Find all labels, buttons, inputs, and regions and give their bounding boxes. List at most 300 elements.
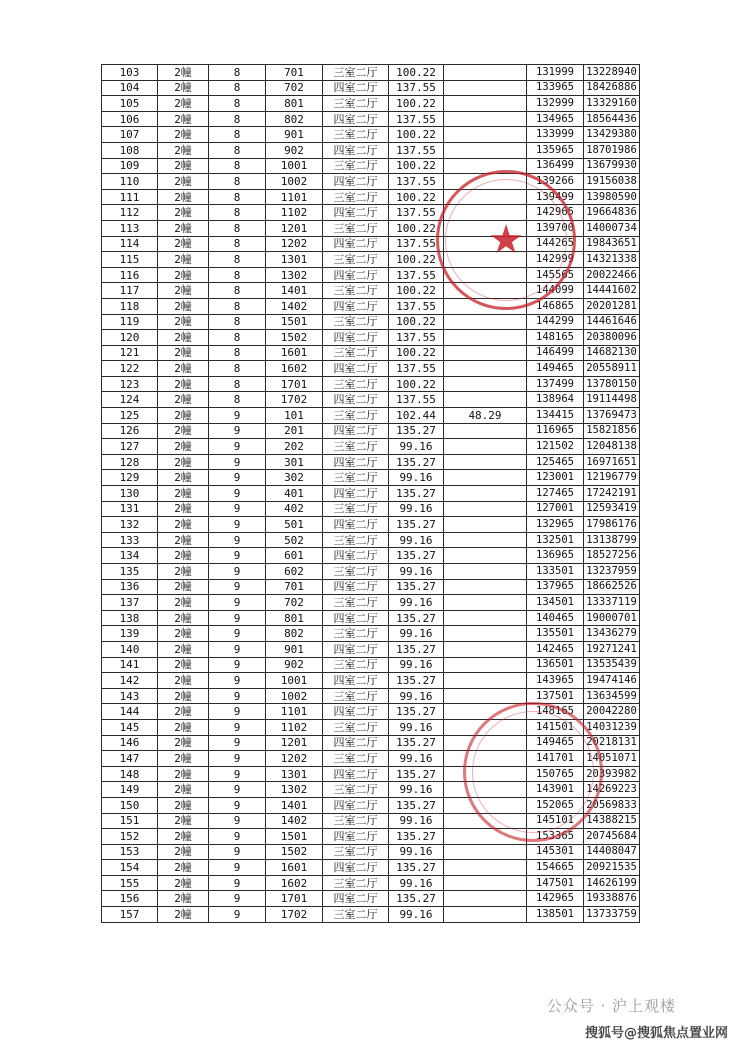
unit-price-cell: 142965: [527, 891, 584, 907]
unit-price-cell: 145101: [527, 813, 584, 829]
area-cell: 100.22: [389, 127, 444, 143]
area-cell: 137.55: [389, 111, 444, 127]
area-cell: 99.16: [389, 875, 444, 891]
extra-area-cell: [444, 205, 527, 221]
room-no-cell: 1102: [266, 205, 323, 221]
total-price-cell: 14321338: [584, 252, 640, 268]
layout-cell: 四室二厅: [323, 361, 389, 377]
area-cell: 137.55: [389, 392, 444, 408]
room-no-cell: 101: [266, 408, 323, 424]
layout-cell: 三室二厅: [323, 813, 389, 829]
layout-cell: 三室二厅: [323, 844, 389, 860]
extra-area-cell: [444, 797, 527, 813]
row-number-cell: 128: [102, 454, 158, 470]
table-row: [102, 376, 640, 392]
area-cell: 137.55: [389, 80, 444, 96]
table-row: [102, 423, 640, 439]
total-price-cell: 14000734: [584, 220, 640, 236]
table-row: [102, 532, 640, 548]
room-no-cell: 401: [266, 486, 323, 502]
room-no-cell: 1702: [266, 392, 323, 408]
row-number-cell: 117: [102, 283, 158, 299]
table-row: [102, 392, 640, 408]
extra-area-cell: [444, 579, 527, 595]
row-number-cell: 135: [102, 564, 158, 580]
layout-cell: 三室二厅: [323, 564, 389, 580]
unit-price-cell: 135965: [527, 142, 584, 158]
building-no-cell: 9: [209, 782, 266, 798]
layout-cell: 三室二厅: [323, 875, 389, 891]
layout-cell: 四室二厅: [323, 766, 389, 782]
total-price-cell: 12593419: [584, 501, 640, 517]
area-cell: 100.22: [389, 189, 444, 205]
layout-cell: 四室二厅: [323, 111, 389, 127]
area-cell: 99.16: [389, 844, 444, 860]
building-no-cell: 8: [209, 142, 266, 158]
building-cell: 2幢: [158, 158, 209, 174]
extra-area-cell: [444, 610, 527, 626]
unit-price-cell: 139266: [527, 174, 584, 190]
row-number-cell: 124: [102, 392, 158, 408]
table-row: [102, 127, 640, 143]
area-cell: 99.16: [389, 501, 444, 517]
table-row: [102, 797, 640, 813]
table-row: [102, 142, 640, 158]
layout-cell: 三室二厅: [323, 252, 389, 268]
building-no-cell: 9: [209, 610, 266, 626]
building-no-cell: 9: [209, 657, 266, 673]
unit-price-cell: 133999: [527, 127, 584, 143]
room-no-cell: 1102: [266, 719, 323, 735]
layout-cell: 四室二厅: [323, 267, 389, 283]
room-no-cell: 901: [266, 127, 323, 143]
table-row: [102, 361, 640, 377]
room-no-cell: 1602: [266, 361, 323, 377]
total-price-cell: 13138799: [584, 532, 640, 548]
extra-area-cell: [444, 860, 527, 876]
extra-area-cell: [444, 361, 527, 377]
extra-area-cell: [444, 80, 527, 96]
unit-price-cell: 143965: [527, 673, 584, 689]
building-no-cell: 9: [209, 532, 266, 548]
table-row: [102, 860, 640, 876]
layout-cell: 三室二厅: [323, 127, 389, 143]
room-no-cell: 801: [266, 610, 323, 626]
extra-area-cell: [444, 766, 527, 782]
table-row: [102, 439, 640, 455]
building-no-cell: 8: [209, 252, 266, 268]
total-price-cell: 18527256: [584, 548, 640, 564]
row-number-cell: 110: [102, 174, 158, 190]
unit-price-cell: 146865: [527, 298, 584, 314]
layout-cell: 四室二厅: [323, 829, 389, 845]
unit-price-cell: 138964: [527, 392, 584, 408]
total-price-cell: 19000701: [584, 610, 640, 626]
total-price-cell: 20745684: [584, 829, 640, 845]
unit-price-cell: 132999: [527, 96, 584, 112]
table-row: [102, 267, 640, 283]
row-number-cell: 123: [102, 376, 158, 392]
building-cell: 2幢: [158, 267, 209, 283]
building-no-cell: 9: [209, 735, 266, 751]
row-number-cell: 115: [102, 252, 158, 268]
building-no-cell: 9: [209, 875, 266, 891]
table-row: [102, 641, 640, 657]
room-no-cell: 702: [266, 80, 323, 96]
row-number-cell: 140: [102, 641, 158, 657]
area-cell: 99.16: [389, 439, 444, 455]
unit-price-cell: 134415: [527, 408, 584, 424]
total-price-cell: 14461646: [584, 314, 640, 330]
row-number-cell: 147: [102, 751, 158, 767]
table-row: [102, 220, 640, 236]
extra-area-cell: [444, 626, 527, 642]
extra-area-cell: [444, 829, 527, 845]
extra-area-cell: [444, 813, 527, 829]
total-price-cell: 13679930: [584, 158, 640, 174]
unit-price-cell: 153365: [527, 829, 584, 845]
unit-price-cell: 123001: [527, 470, 584, 486]
total-price-cell: 17242191: [584, 486, 640, 502]
room-no-cell: 701: [266, 579, 323, 595]
unit-price-cell: 127001: [527, 501, 584, 517]
room-no-cell: 501: [266, 517, 323, 533]
extra-area-cell: [444, 423, 527, 439]
extra-area-cell: [444, 751, 527, 767]
building-no-cell: 9: [209, 408, 266, 424]
room-no-cell: 1101: [266, 704, 323, 720]
building-cell: 2幢: [158, 96, 209, 112]
area-cell: 135.27: [389, 860, 444, 876]
building-no-cell: 9: [209, 454, 266, 470]
total-price-cell: 14626199: [584, 875, 640, 891]
total-price-cell: 19338876: [584, 891, 640, 907]
room-no-cell: 902: [266, 142, 323, 158]
layout-cell: 四室二厅: [323, 860, 389, 876]
layout-cell: 四室二厅: [323, 454, 389, 470]
building-cell: 2幢: [158, 860, 209, 876]
extra-area-cell: [444, 782, 527, 798]
extra-area-cell: [444, 96, 527, 112]
table-row: [102, 470, 640, 486]
row-number-cell: 129: [102, 470, 158, 486]
table-row: [102, 205, 640, 221]
row-number-cell: 156: [102, 891, 158, 907]
building-no-cell: 8: [209, 96, 266, 112]
extra-area-cell: [444, 330, 527, 346]
building-no-cell: 8: [209, 65, 266, 81]
total-price-cell: 20022466: [584, 267, 640, 283]
area-cell: 135.27: [389, 704, 444, 720]
table-row: [102, 486, 640, 502]
area-cell: 99.16: [389, 813, 444, 829]
room-no-cell: 301: [266, 454, 323, 470]
unit-price-cell: 136499: [527, 158, 584, 174]
row-number-cell: 121: [102, 345, 158, 361]
extra-area-cell: [444, 454, 527, 470]
building-cell: 2幢: [158, 673, 209, 689]
extra-area-cell: [444, 548, 527, 564]
layout-cell: 三室二厅: [323, 158, 389, 174]
total-price-cell: 13733759: [584, 907, 640, 923]
total-price-cell: 13237959: [584, 564, 640, 580]
room-no-cell: 802: [266, 111, 323, 127]
building-cell: 2幢: [158, 719, 209, 735]
room-no-cell: 1101: [266, 189, 323, 205]
extra-area-cell: [444, 142, 527, 158]
building-cell: 2幢: [158, 875, 209, 891]
table-row: [102, 65, 640, 81]
table-row: [102, 345, 640, 361]
unit-price-cell: 137965: [527, 579, 584, 595]
building-no-cell: 8: [209, 361, 266, 377]
total-price-cell: 19474146: [584, 673, 640, 689]
building-no-cell: 8: [209, 111, 266, 127]
building-cell: 2幢: [158, 236, 209, 252]
table-row: [102, 408, 640, 424]
table-row: [102, 252, 640, 268]
total-price-cell: 20921535: [584, 860, 640, 876]
building-cell: 2幢: [158, 564, 209, 580]
room-no-cell: 602: [266, 564, 323, 580]
unit-price-cell: 144099: [527, 283, 584, 299]
room-no-cell: 1001: [266, 673, 323, 689]
table-row: [102, 891, 640, 907]
total-price-cell: 14408047: [584, 844, 640, 860]
row-number-cell: 119: [102, 314, 158, 330]
layout-cell: 四室二厅: [323, 423, 389, 439]
layout-cell: 四室二厅: [323, 797, 389, 813]
extra-area-cell: [444, 65, 527, 81]
unit-price-cell: 143901: [527, 782, 584, 798]
building-no-cell: 8: [209, 127, 266, 143]
row-number-cell: 125: [102, 408, 158, 424]
total-price-cell: 19271241: [584, 641, 640, 657]
building-no-cell: 8: [209, 189, 266, 205]
area-cell: 135.27: [389, 548, 444, 564]
area-cell: 135.27: [389, 891, 444, 907]
unit-price-cell: 148165: [527, 704, 584, 720]
table-row: [102, 735, 640, 751]
room-no-cell: 1601: [266, 860, 323, 876]
total-price-cell: 17986176: [584, 517, 640, 533]
area-cell: 135.27: [389, 486, 444, 502]
building-cell: 2幢: [158, 688, 209, 704]
row-number-cell: 122: [102, 361, 158, 377]
row-number-cell: 150: [102, 797, 158, 813]
area-cell: 100.22: [389, 96, 444, 112]
housing-price-table: [101, 64, 640, 923]
layout-cell: 四室二厅: [323, 392, 389, 408]
row-number-cell: 155: [102, 875, 158, 891]
room-no-cell: 1201: [266, 220, 323, 236]
room-no-cell: 801: [266, 96, 323, 112]
room-no-cell: 201: [266, 423, 323, 439]
building-cell: 2幢: [158, 65, 209, 81]
building-no-cell: 8: [209, 80, 266, 96]
unit-price-cell: 131999: [527, 65, 584, 81]
extra-area-cell: [444, 564, 527, 580]
building-no-cell: 9: [209, 860, 266, 876]
table-row: [102, 610, 640, 626]
layout-cell: 三室二厅: [323, 283, 389, 299]
area-cell: 99.16: [389, 532, 444, 548]
area-cell: 99.16: [389, 470, 444, 486]
room-no-cell: 901: [266, 641, 323, 657]
building-cell: 2幢: [158, 829, 209, 845]
extra-area-cell: [444, 891, 527, 907]
total-price-cell: 20380096: [584, 330, 640, 346]
building-no-cell: 9: [209, 688, 266, 704]
unit-price-cell: 136965: [527, 548, 584, 564]
room-no-cell: 1402: [266, 298, 323, 314]
table-row: [102, 298, 640, 314]
layout-cell: 三室二厅: [323, 345, 389, 361]
building-no-cell: 8: [209, 345, 266, 361]
building-cell: 2幢: [158, 111, 209, 127]
layout-cell: 三室二厅: [323, 532, 389, 548]
row-number-cell: 114: [102, 236, 158, 252]
layout-cell: 四室二厅: [323, 174, 389, 190]
layout-cell: 四室二厅: [323, 891, 389, 907]
footer-account-label: 公众号 · 沪上观楼: [546, 997, 676, 1015]
extra-area-cell: [444, 283, 527, 299]
room-no-cell: 1202: [266, 236, 323, 252]
total-price-cell: 13429380: [584, 127, 640, 143]
building-no-cell: 8: [209, 376, 266, 392]
table-row: [102, 813, 640, 829]
area-cell: 99.16: [389, 782, 444, 798]
unit-price-cell: 141701: [527, 751, 584, 767]
table-row: [102, 719, 640, 735]
row-number-cell: 138: [102, 610, 158, 626]
total-price-cell: 20558911: [584, 361, 640, 377]
table-row: [102, 907, 640, 923]
extra-area-cell: [444, 704, 527, 720]
room-no-cell: 802: [266, 626, 323, 642]
layout-cell: 三室二厅: [323, 439, 389, 455]
building-no-cell: 9: [209, 579, 266, 595]
area-cell: 135.27: [389, 735, 444, 751]
total-price-cell: 14051071: [584, 751, 640, 767]
table-row: [102, 330, 640, 346]
row-number-cell: 143: [102, 688, 158, 704]
row-number-cell: 113: [102, 220, 158, 236]
table-row: [102, 766, 640, 782]
total-price-cell: 20201281: [584, 298, 640, 314]
unit-price-cell: 125465: [527, 454, 584, 470]
total-price-cell: 18426886: [584, 80, 640, 96]
unit-price-cell: 145565: [527, 267, 584, 283]
area-cell: 100.22: [389, 376, 444, 392]
room-no-cell: 402: [266, 501, 323, 517]
unit-price-cell: 136501: [527, 657, 584, 673]
total-price-cell: 14269223: [584, 782, 640, 798]
layout-cell: 四室二厅: [323, 517, 389, 533]
total-price-cell: 14441602: [584, 283, 640, 299]
extra-area-cell: [444, 314, 527, 330]
unit-price-cell: 138501: [527, 907, 584, 923]
total-price-cell: 13228940: [584, 65, 640, 81]
total-price-cell: 12196779: [584, 470, 640, 486]
table-row: [102, 158, 640, 174]
row-number-cell: 146: [102, 735, 158, 751]
total-price-cell: 20569833: [584, 797, 640, 813]
building-no-cell: 9: [209, 719, 266, 735]
table-row: [102, 844, 640, 860]
row-number-cell: 157: [102, 907, 158, 923]
unit-price-cell: 137499: [527, 376, 584, 392]
room-no-cell: 1302: [266, 782, 323, 798]
area-cell: 135.27: [389, 454, 444, 470]
area-cell: 137.55: [389, 267, 444, 283]
room-no-cell: 1701: [266, 891, 323, 907]
table-row: [102, 517, 640, 533]
row-number-cell: 103: [102, 65, 158, 81]
row-number-cell: 137: [102, 595, 158, 611]
extra-area-cell: [444, 735, 527, 751]
building-cell: 2幢: [158, 423, 209, 439]
total-price-cell: 20218131: [584, 735, 640, 751]
building-no-cell: 9: [209, 439, 266, 455]
building-cell: 2幢: [158, 392, 209, 408]
extra-area-cell: 48.29: [444, 408, 527, 424]
unit-price-cell: 132965: [527, 517, 584, 533]
unit-price-cell: 147501: [527, 875, 584, 891]
extra-area-cell: [444, 641, 527, 657]
row-number-cell: 105: [102, 96, 158, 112]
layout-cell: 四室二厅: [323, 673, 389, 689]
row-number-cell: 108: [102, 142, 158, 158]
building-no-cell: 8: [209, 236, 266, 252]
table-row: [102, 80, 640, 96]
building-no-cell: 9: [209, 844, 266, 860]
building-cell: 2幢: [158, 283, 209, 299]
room-no-cell: 1502: [266, 844, 323, 860]
table-row: [102, 501, 640, 517]
unit-price-cell: 148165: [527, 330, 584, 346]
row-number-cell: 107: [102, 127, 158, 143]
layout-cell: 四室二厅: [323, 579, 389, 595]
layout-cell: 四室二厅: [323, 330, 389, 346]
row-number-cell: 116: [102, 267, 158, 283]
building-no-cell: 9: [209, 548, 266, 564]
layout-cell: 四室二厅: [323, 236, 389, 252]
table-row: [102, 751, 640, 767]
extra-area-cell: [444, 376, 527, 392]
area-cell: 100.22: [389, 158, 444, 174]
building-cell: 2幢: [158, 813, 209, 829]
total-price-cell: 20042280: [584, 704, 640, 720]
unit-price-cell: 140465: [527, 610, 584, 626]
building-cell: 2幢: [158, 80, 209, 96]
area-cell: 135.27: [389, 610, 444, 626]
total-price-cell: 18564436: [584, 111, 640, 127]
area-cell: 100.22: [389, 252, 444, 268]
total-price-cell: 13337119: [584, 595, 640, 611]
area-cell: 100.22: [389, 220, 444, 236]
layout-cell: 三室二厅: [323, 595, 389, 611]
total-price-cell: 19156038: [584, 174, 640, 190]
layout-cell: 三室二厅: [323, 688, 389, 704]
table-row: [102, 236, 640, 252]
area-cell: 99.16: [389, 657, 444, 673]
building-no-cell: 9: [209, 766, 266, 782]
total-price-cell: 15821856: [584, 423, 640, 439]
extra-area-cell: [444, 875, 527, 891]
table-row: [102, 782, 640, 798]
layout-cell: 三室二厅: [323, 220, 389, 236]
